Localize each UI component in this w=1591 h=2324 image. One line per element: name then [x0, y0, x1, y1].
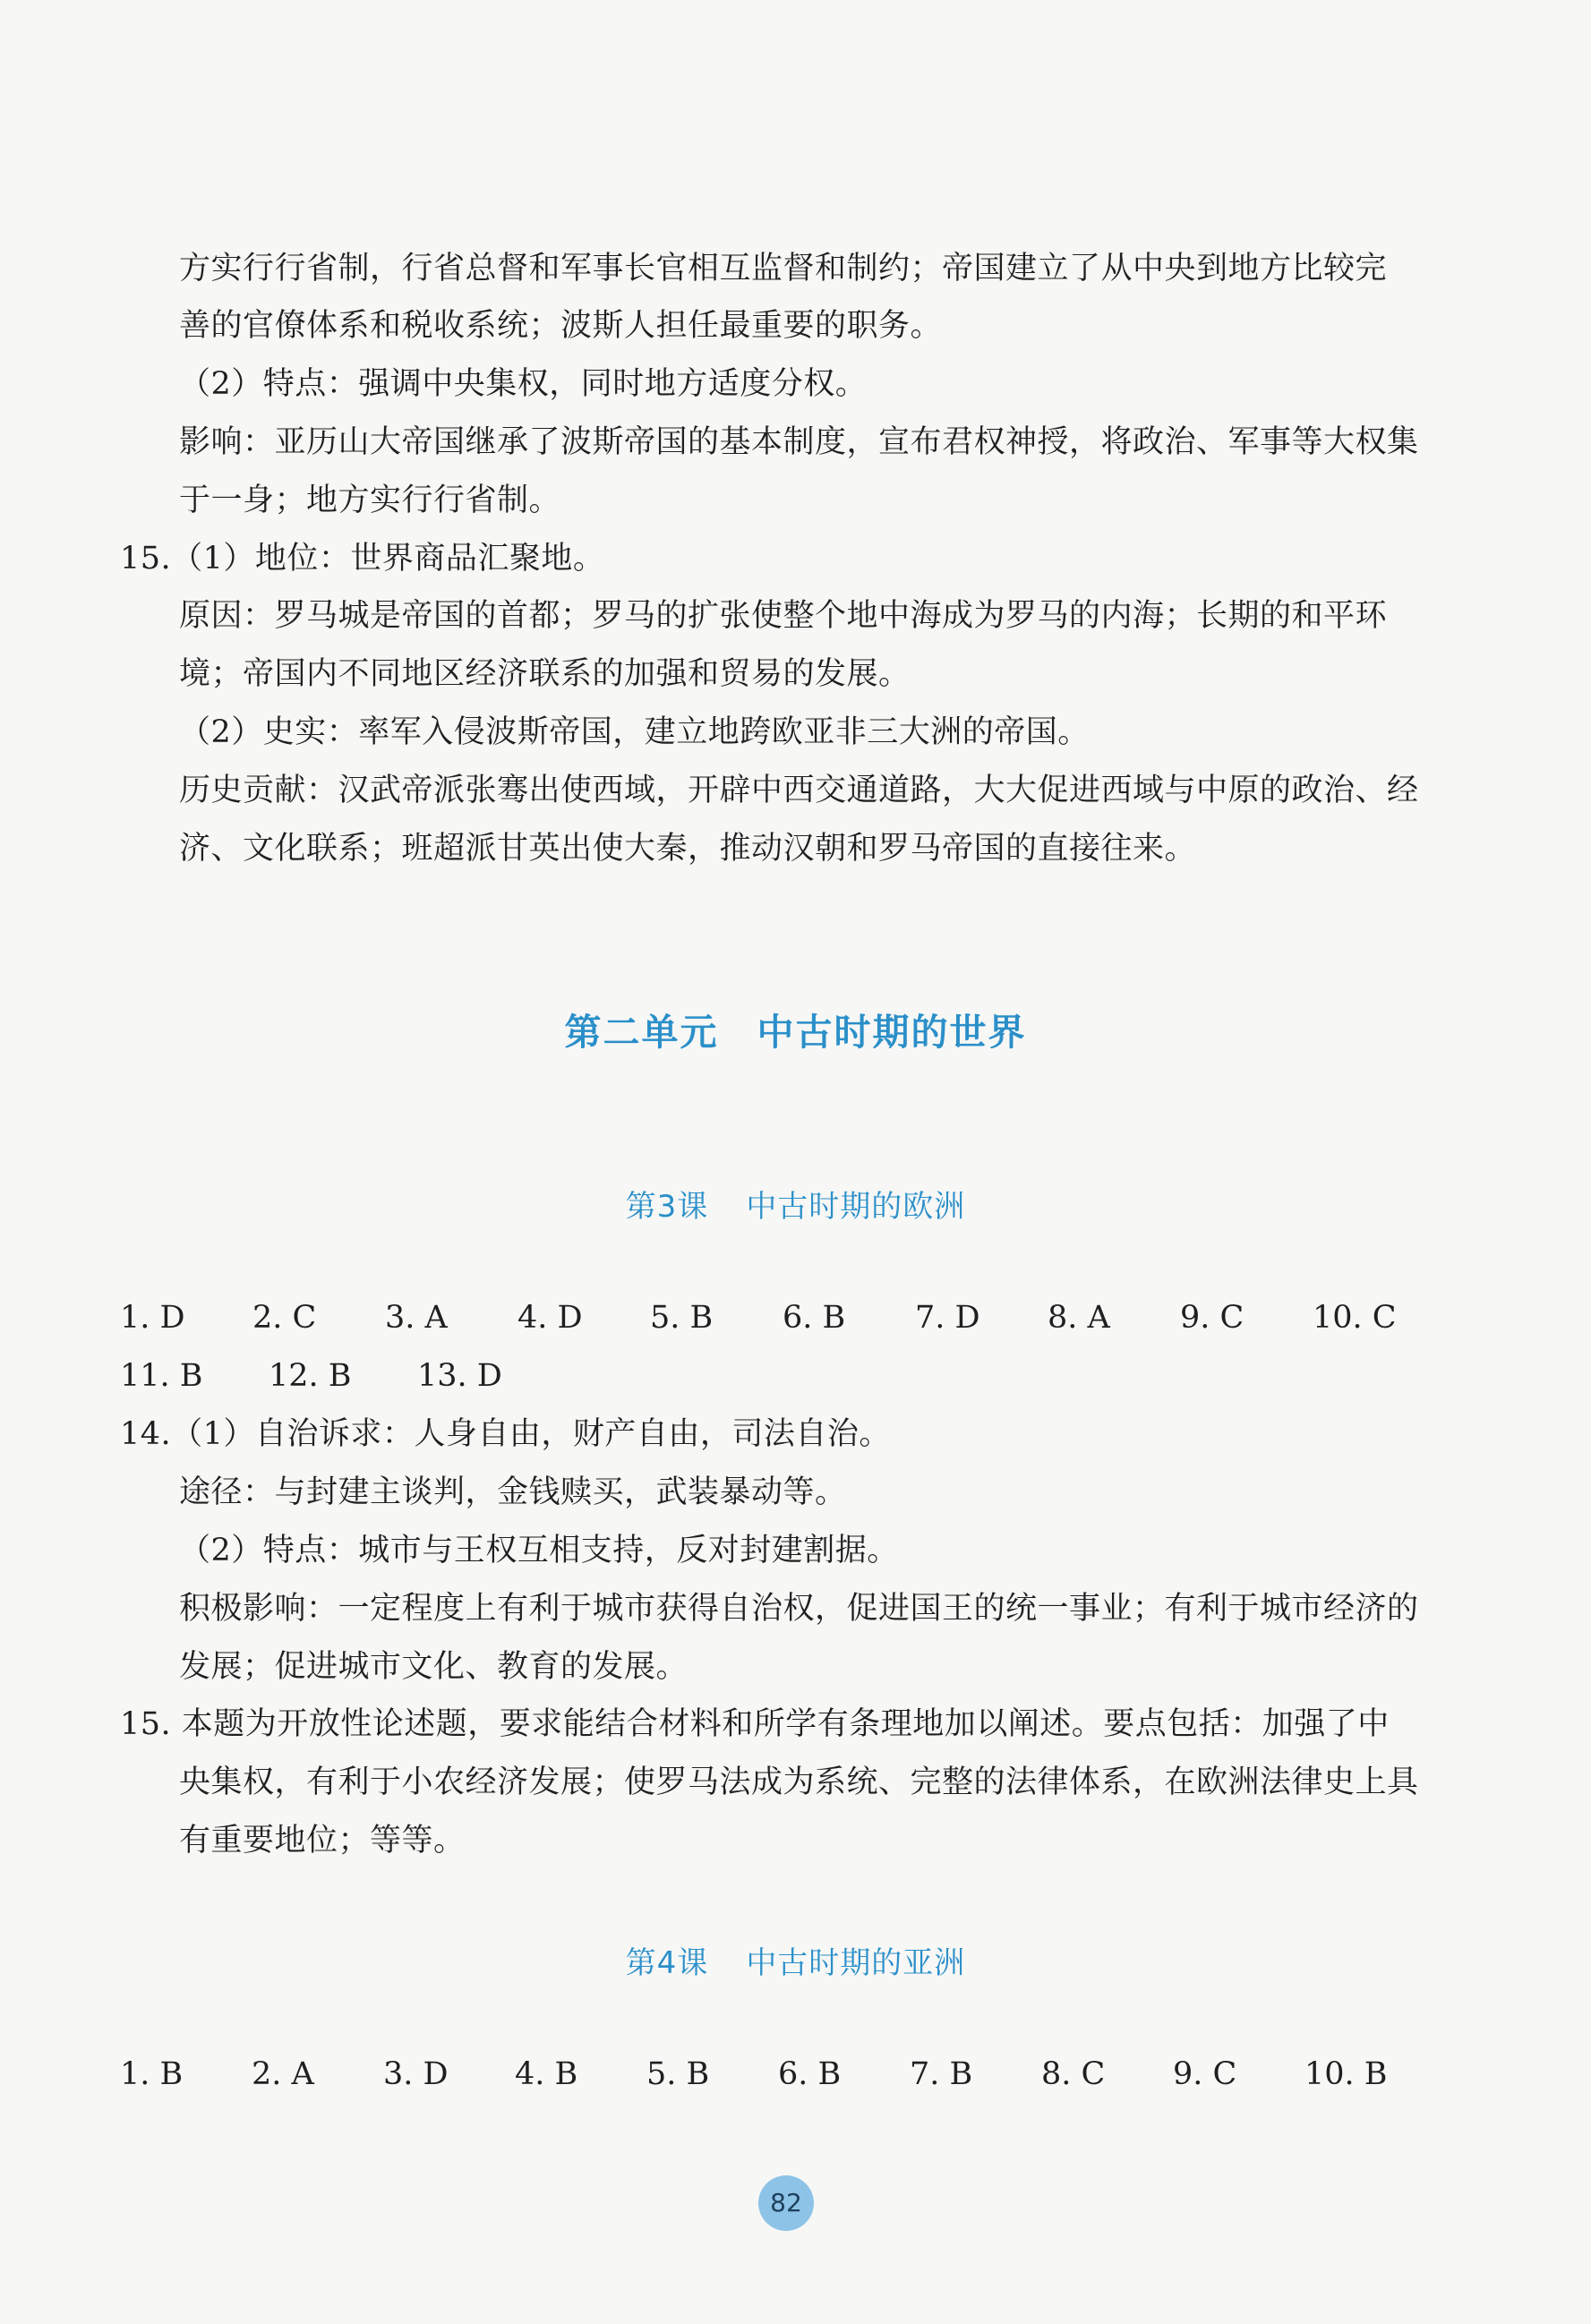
answer-item: 10. C: [1313, 1300, 1397, 1336]
answer-item: 8. A: [1048, 1300, 1110, 1336]
answer-item: 7. B: [910, 2056, 973, 2092]
answer-item: 1. B: [120, 2056, 184, 2092]
question-14: 14.（1）自治诉求：人身自由，财产自由，司法自治。: [120, 1416, 891, 1452]
text-line: 方实行行省制，行省总督和军事长官相互监督和制约；帝国建立了从中央到地方比较完: [179, 251, 1388, 286]
text-line: 济、文化联系；班超派甘英出使大秦，推动汉朝和罗马帝国的直接往来。: [179, 831, 1197, 867]
lesson3-name: 中古时期的欧洲: [746, 1189, 966, 1225]
lesson3-title: [0, 1182, 1591, 1226]
lesson4-name: 中古时期的亚洲: [746, 1945, 966, 1981]
answer-item: 5. B: [646, 2056, 710, 2092]
text-line: （2）特点：城市与王权互相支持，反对封建割据。: [179, 1533, 899, 1568]
text-line: 影响：亚历山大帝国继承了波斯帝国的基本制度，宣布君权神授，将政治、军事等大权集: [179, 424, 1419, 460]
answer-item: 2. C: [252, 1300, 317, 1336]
answer-item: 6. B: [778, 2056, 842, 2092]
answer-item: 9. C: [1180, 1300, 1245, 1336]
text-line: 境；帝国内不同地区经济联系的加强和贸易的发展。: [179, 656, 911, 692]
question-15: 15.（1）地位：世界商品汇聚地。: [120, 541, 605, 577]
answer-item: 3. A: [385, 1300, 448, 1336]
text-line: 有重要地位；等等。: [179, 1823, 466, 1858]
answer-item: 2. A: [252, 2056, 314, 2092]
answer-item: 7. D: [915, 1300, 980, 1336]
text-line: （2）史实：率军入侵波斯帝国，建立地跨欧亚非三大洲的帝国。: [179, 714, 1090, 750]
lesson4-answers-row1: [120, 2053, 1463, 2096]
text-line: 善的官僚体系和税收系统；波斯人担任最重要的职务。: [179, 308, 943, 344]
answer-item: 4. B: [515, 2056, 578, 2092]
question-15: 15. 本题为开放性论述题，要求能结合材料和所学有条理地加以阐述。要点包括：加强了中: [120, 1706, 1390, 1742]
text-line: 发展；促进城市文化、教育的发展。: [179, 1649, 689, 1685]
answer-item: 9. C: [1173, 2056, 1237, 2092]
lesson4-title: [0, 1938, 1591, 1982]
lesson3-answers-row2: [120, 1354, 747, 1397]
answer-item: 3. D: [383, 2056, 449, 2092]
text-line: （2）特点：强调中央集权，同时地方适度分权。: [179, 366, 868, 402]
lesson3-answers-row1: [120, 1296, 1463, 1339]
text-line: 历史贡献：汉武帝派张骞出使西域，开辟中西交通道路，大大促进西域与中原的政治、经: [179, 773, 1419, 808]
answer-item: 5. B: [650, 1300, 714, 1336]
answer-item: 8. C: [1041, 2056, 1106, 2092]
answer-item: 6. B: [783, 1300, 846, 1336]
text-line: 积极影响：一定程度上有利于城市获得自治权，促进国王的统一事业；有利于城市经济的: [179, 1591, 1419, 1627]
lesson4-number: 第4课: [625, 1945, 709, 1981]
text-line: 原因：罗马城是帝国的首都；罗马的扩张使整个地中海成为罗马的内海；长期的和平环: [179, 598, 1388, 634]
answer-item: 12. B: [269, 1358, 352, 1394]
text-line: 于一身；地方实行行省制。: [179, 483, 561, 518]
answer-item: 4. D: [518, 1300, 583, 1336]
answer-item: 1. D: [120, 1300, 185, 1336]
answer-item: 11. B: [120, 1358, 203, 1394]
text-line: 途径：与封建主谈判，金钱赎买，武装暴动等。: [179, 1474, 847, 1510]
answer-item: 13. D: [417, 1358, 502, 1394]
lesson3-number: 第3课: [625, 1189, 709, 1225]
text-line: 央集权，有利于小农经济发展；使罗马法成为系统、完整的法律体系，在欧洲法律史上具: [179, 1764, 1419, 1800]
unit-title: 第二单元 中古时期的世界: [564, 1011, 1027, 1054]
answer-item: 10. B: [1304, 2056, 1388, 2092]
page-number: 82: [758, 2175, 814, 2231]
